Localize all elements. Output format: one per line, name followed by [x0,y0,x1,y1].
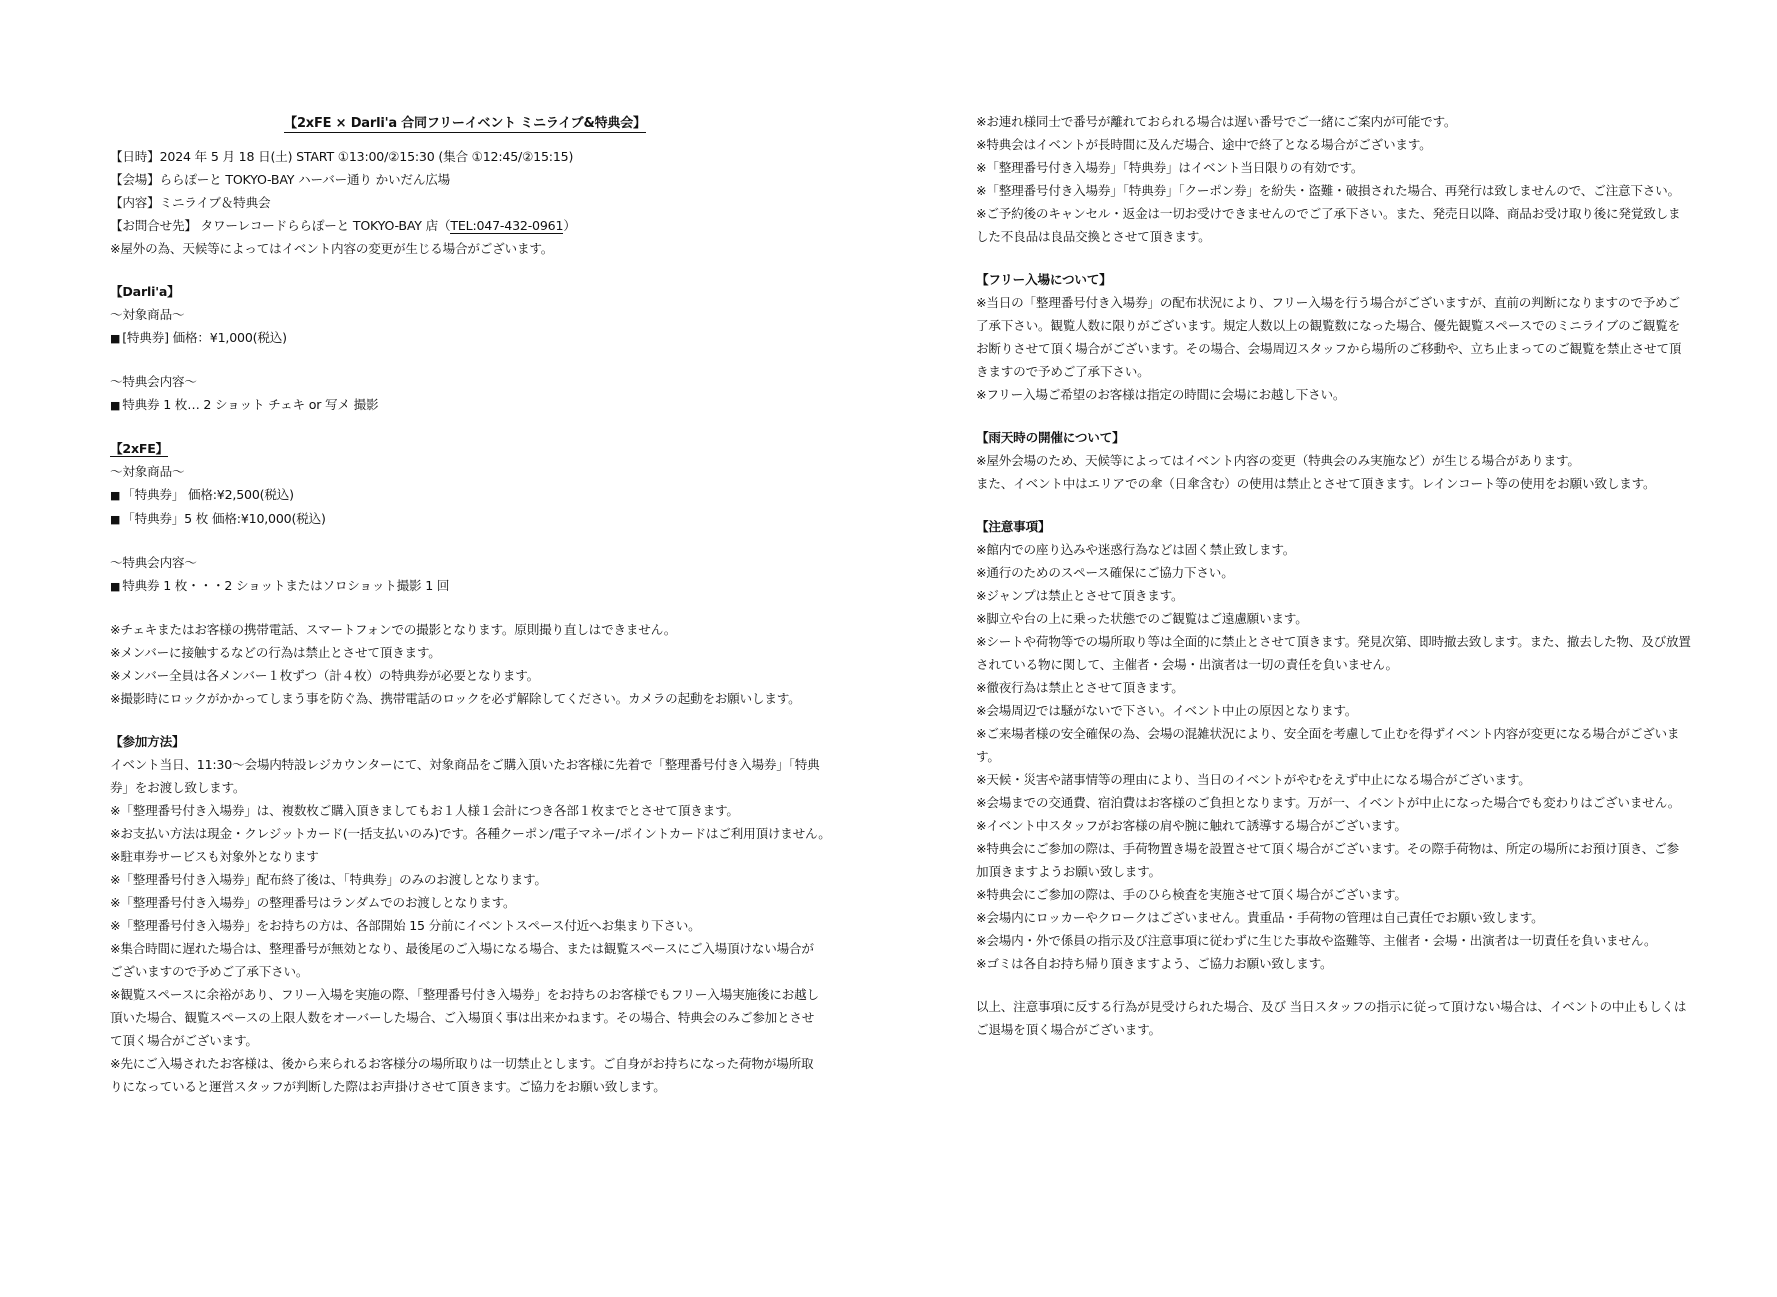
contact-label: 【お問合せ先】 タワーレコードららぽーと TOKYO-BAY 店（ [110,218,451,233]
caution-line: ※会場内にロッカーやクロークはございません。貴重品・手荷物の管理は自己責任でお願い致します。 [976,910,1544,925]
caution-line: ※会場内・外で係員の指示及び注意事項に従わずに生じた事故や盗難等、主催者・会場・出演者は一切責任を負いません。 [976,933,1657,948]
general-note: ※ご予約後のキャンセル・返金は一切お受けできませんのでご了承下さい。また、発売日以降、商品お受け取り後に発覚致しました不良品は良品交換とさせて頂きます。 [976,206,1681,244]
caution-line: ※ジャンプは禁止とさせて頂きます。 [976,588,1184,603]
event-date: 【日時】2024 年 5 月 18 日(土) START ①13:00/②15:30 (集合 ①12:45/②15:15) [110,149,574,164]
twoxfe-heading: 【2xFE】 [110,441,169,456]
event-contact [110,214,820,237]
photo-note: ※メンバー全員は各メンバー１枚ずつ（計４枚）の特典券が必要となります。 [110,668,539,683]
rain-heading: 【雨天時の開催について】 [976,430,1125,445]
participation-line: ※「整理番号付き入場券」は、複数枚ご購入頂きましてもお１人様１会計につき各部１枚までとさせて頂きます。 [110,803,739,818]
twoxfe-item: ■ 「特典券」5 枚 価格:¥10,000(税込) [110,507,820,531]
participation-line: ※観覧スペースに余裕があり、フリー入場を実施の際、「整理番号付き入場券」をお持ちのお客様でもフリー入場実施後にお越し頂いた場合、観覧スペースの上限人数をオーバーした場合、ご入場頂く事は出来かねます。その場合、特典会のみご参加とさせて頂く場合がございます。 [110,987,819,1048]
general-note: ※「整理番号付き入場券」「特典券」「クーポン券」を紛失・盗難・破損された場合、再発行は致しませんので、ご注意下さい。 [976,183,1680,198]
free-entry-line: ※当日の「整理番号付き入場券」の配布状況により、フリー入場を行う場合がございますが、直前の判断になりますので予めご了承下さい。観覧人数に限りがございます。規定人数以上の観覧数になった場合、優先観覧スペースでのミニライブのご観覧をお断りさせて頂く場合がございます。その場合、会場周辺スタッフから場所のご移動や、立ち止まってのご観覧を禁止させて頂きますので予めご了承下さい。 [976,295,1682,379]
photo-note: ※メンバーに接触するなどの行為は禁止とさせて頂きます。 [110,645,441,660]
free-entry-heading: 【フリー入場について】 [976,272,1112,287]
participation-line: ※お支払い方法は現金・クレジットカード(一括支払いのみ)です。各種クーポン/電子マネー/ポイントカードはご利用頂けません。 [110,826,831,841]
caution-line: ※シートや荷物等での場所取り等は全面的に禁止とさせて頂きます。発見次第、即時撤去致します。また、撤去した物、及び放置されている物に関して、主催者・会場・出演者は一切の責任を負いません。 [976,634,1691,672]
darlia-event-item: ■ 特典券 1 枚… 2 ショット チェキ or 写メ 撮影 [110,393,820,417]
caution-line: ※館内での座り込みや迷惑行為などは固く禁止致します。 [976,542,1296,557]
caution-line: ※天候・災害や諸事情等の理由により、当日のイベントがやむをえず中止になる場合がございます。 [976,772,1531,787]
cautions-heading: 【注意事項】 [976,519,1051,534]
closing-note: 以上、注意事項に反する行為が見受けられた場合、及び 当日スタッフの指示に従って頂けない場合は、イベントの中止もしくはご退場を頂く場合がございます。 [976,999,1687,1037]
caution-line: ※特典会にご参加の際は、手荷物置き場を設置させて頂く場合がございます。その際手荷物は、所定の場所にお預け頂き、ご参加頂きますようお願い致します。 [976,841,1679,879]
twoxfe-item: ■ 「特典券」 価格:¥2,500(税込) [110,483,820,507]
photo-note: ※チェキまたはお客様の携帯電話、スマートフォンでの撮影となります。原則撮り直しはできません。 [110,622,677,637]
darlia-target-heading: ～対象商品～ [110,307,185,322]
caution-line: ※ゴミは各自お持ち帰り頂きますよう、ご協力お願い致します。 [976,956,1333,971]
event-venue: 【会場】ららぽーと TOKYO-BAY ハーバー通り かいだん広場 [110,172,450,187]
twoxfe-target-heading: ～対象商品～ [110,464,185,479]
twoxfe-event-heading: ～特典会内容～ [110,555,197,570]
caution-line: ※ご来場者様の安全確保の為、会場の混雑状況により、安全面を考慮して止むを得ずイベント内容が変更になる場合がございます。 [976,726,1680,764]
participation-line: ※「整理番号付き入場券」をお持ちの方は、各部開始 15 分前にイベントスペース付近へお集まり下さい。 [110,918,701,933]
general-note: ※お連れ様同士で番号が離れておられる場合は遅い番号でご一緒にご案内が可能です。 [976,114,1457,129]
right-column [976,110,1691,1041]
general-note: ※「整理番号付き入場券」「特典券」はイベント当日限りの有効です。 [976,160,1364,175]
participation-heading: 【参加方法】 [110,734,185,749]
page-title: 【2xFE × Darli'a 合同フリーイベント ミニライブ&特典会】 [284,116,646,131]
darlia-item: ■ [特典券] 価格：¥1,000(税込) [110,326,820,350]
weather-note: ※屋外の為、天候等によってはイベント内容の変更が生じる場合がございます。 [110,241,554,256]
contact-tel-link[interactable]: TEL:047-432-0961 [450,218,564,233]
twoxfe-event-item: ■ 特典券 1 枚・・・2 ショットまたはソロショット撮影 1 回 [110,574,820,598]
caution-line: ※会場までの交通費、宿泊費はお客様のご負担となります。万が一、イベントが中止になった場合でも変わりはございません。 [976,795,1681,810]
caution-line: ※通行のためのスペース確保にご協力下さい。 [976,565,1234,580]
darlia-event-heading: ～特典会内容～ [110,374,197,389]
caution-line: ※特典会にご参加の際は、手のひら検査を実施させて頂く場合がございます。 [976,887,1407,902]
rain-line: また、イベント中はエリアでの傘（日傘含む）の使用は禁止とさせて頂きます。レインコート等の使用をお願い致します。 [976,476,1656,491]
rain-line: ※屋外会場のため、天候等によってはイベント内容の変更（特典会のみ実施など）が生じる場合があります。 [976,453,1580,468]
photo-note: ※撮影時にロックがかかってしまう事を防ぐ為、携帯電話のロックを必ず解除してください。カメラの起動をお願いします。 [110,691,801,706]
event-content: 【内容】ミニライブ＆特典会 [110,195,271,210]
participation-line: ※駐車券サービスも対象外となります [110,849,319,864]
free-entry-line: ※フリー入場ご希望のお客様は指定の時間に会場にお越し下さい。 [976,387,1346,402]
participation-line: ※「整理番号付き入場券」の整理番号はランダムでのお渡しとなります。 [110,895,516,910]
left-column [110,112,831,1098]
contact-suffix: ） [563,218,576,233]
caution-line: ※徹夜行為は禁止とさせて頂きます。 [976,680,1184,695]
participation-line: ※集合時間に遅れた場合は、整理番号が無効となり、最後尾のご入場になる場合、または観覧スペースにご入場頂けない場合がございますので予めご了承下さい。 [110,941,814,979]
general-note: ※特典会はイベントが長時間に及んだ場合、途中で終了となる場合がございます。 [976,137,1432,152]
darlia-heading: 【Darli'a】 [110,284,180,299]
caution-line: ※会場周辺では騒がないで下さい。イベント中止の原因となります。 [976,703,1358,718]
participation-line: イベント当日、11:30～会場内特設レジカウンターにて、対象商品をご購入頂いたお客様に先着で「整理番号付き入場券」「特典券」をお渡し致します。 [110,757,820,795]
participation-line: ※先にご入場されたお客様は、後から来られるお客様分の場所取りは一切禁止とします。ご自身がお持ちになった荷物が場所取りになっていると運営スタッフが判断した際はお声掛けさせて頂きます。ご協力をお願い致します。 [110,1056,814,1094]
caution-line: ※イベント中スタッフがお客様の肩や腕に触れて誘導する場合がございます。 [976,818,1407,833]
participation-line: ※「整理番号付き入場券」配布終了後は、「特典券」のみのお渡しとなります。 [110,872,547,887]
caution-line: ※脚立や台の上に乗った状態でのご観覧はご遠慮願います。 [976,611,1308,626]
